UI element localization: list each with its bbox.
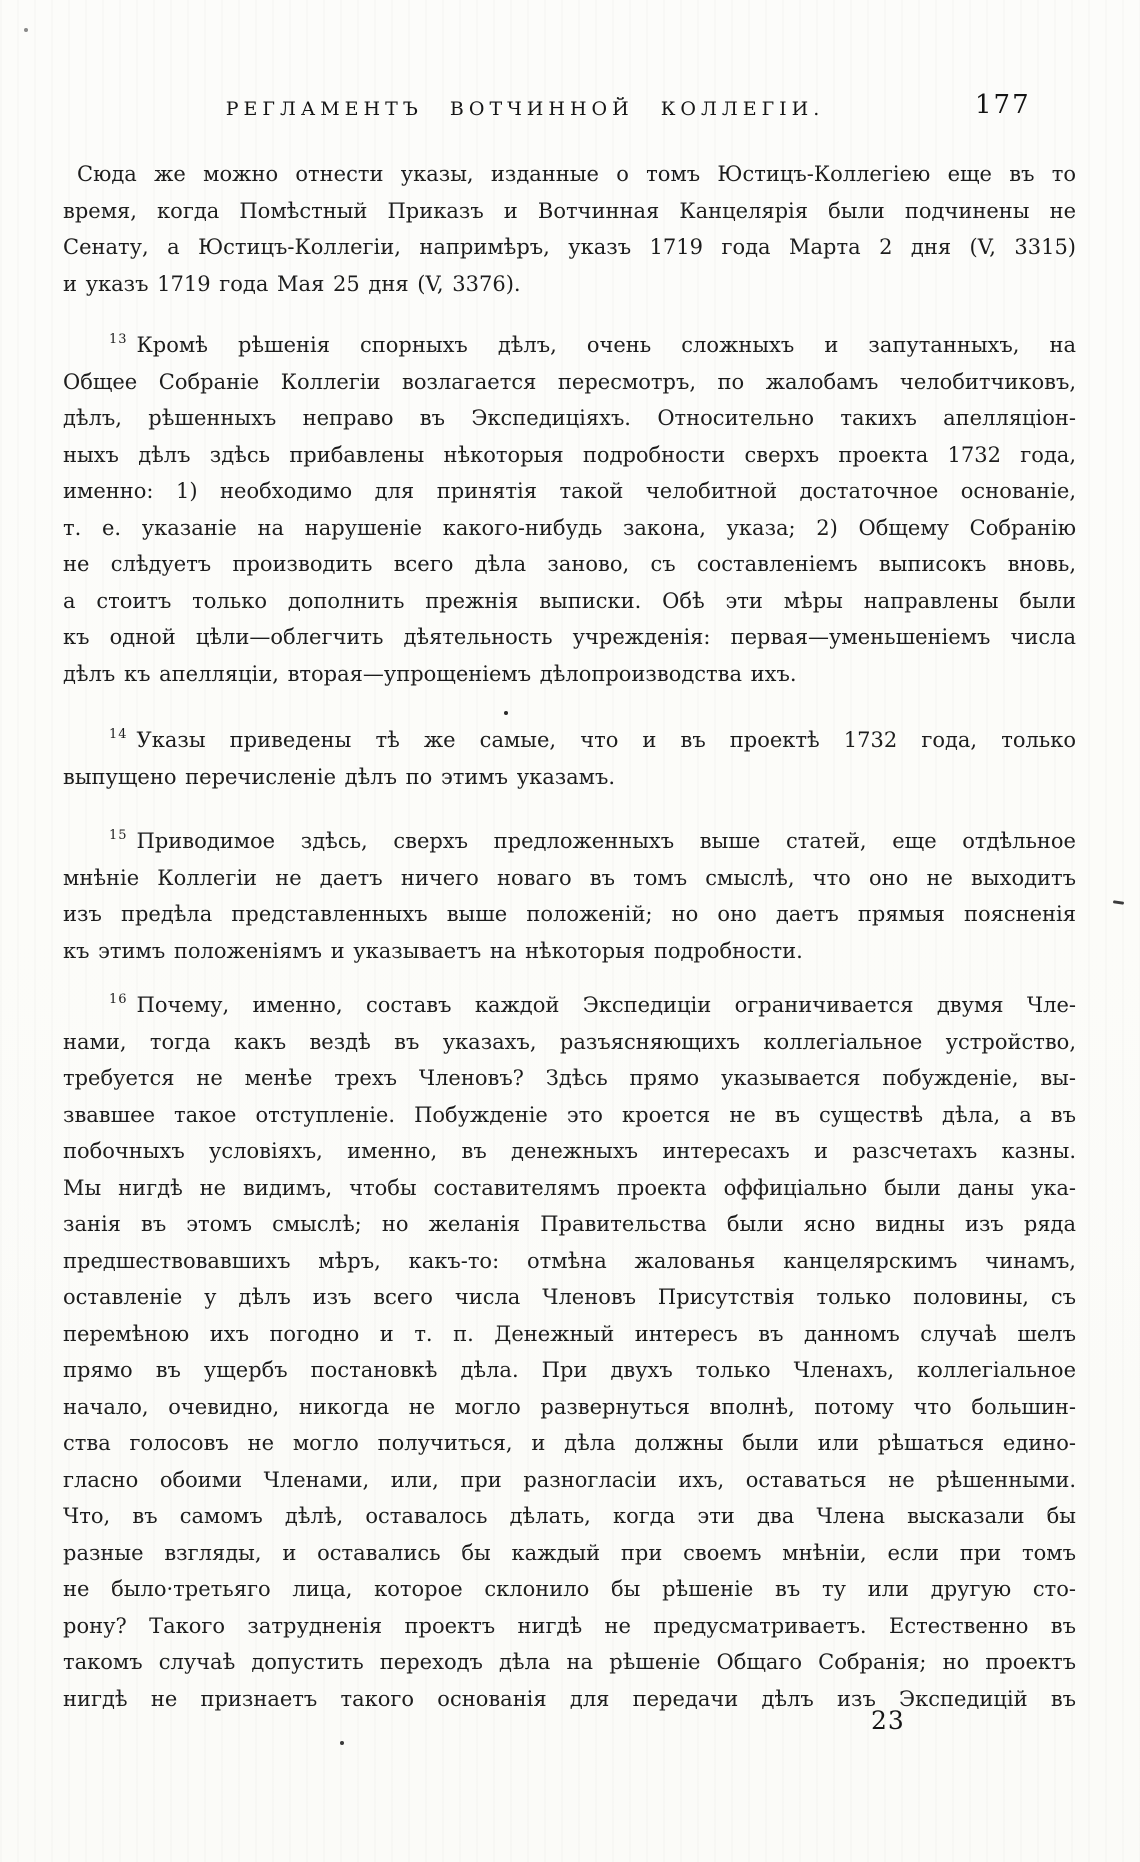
text-line: такомъ случаѣ допустить переходъ дѣла на рѣшеніе Общаго Собранія; но проектъ — [63, 1650, 1076, 1674]
paragraph-intro — [63, 156, 1076, 302]
text-line: къ одной цѣли—облегчить дѣятельность учрежденія: первая—уменьшеніемъ числа — [63, 625, 1076, 649]
paragraph-note-15 — [63, 823, 1076, 969]
text-line: побочныхъ условіяхъ, именно, въ денежныхъ интересахъ и разсчетахъ казны. — [63, 1139, 1076, 1163]
body-text — [63, 156, 1076, 1717]
page-number: 177 — [975, 90, 1031, 120]
text-line: ства голосовъ не могло получиться, и дѣла должны были или рѣшаться едино- — [63, 1431, 1076, 1455]
ink-speck-top-left — [24, 28, 28, 32]
text-line: нами, тогда какъ вездѣ въ указахъ, разъясняющихъ коллегіальное устройство, — [63, 1029, 1076, 1054]
text-line: Общее Собраніе Коллегіи возлагается пересмотръ, по жалобамъ челобитчиковъ, — [63, 369, 1076, 394]
text-line: ныхъ дѣлъ здѣсь прибавлены нѣкоторыя подробности сверхъ проекта 1732 года, — [63, 442, 1076, 467]
text-line: Что, въ самомъ дѣлѣ, оставалось дѣлать, когда эти два Члена высказали бы — [63, 1504, 1076, 1528]
text-line: $^{16}$ Почему, именно, составъ каждой Экспедиціи ограничивается двумя Чле- — [109, 992, 1076, 1017]
margin-ink-mark — [1113, 900, 1124, 905]
footnote-number: 13 — [109, 332, 128, 347]
text-line: предшествовавшихъ мѣръ, какъ-то: отмѣна жалованья канцелярскимъ чинамъ, — [63, 1248, 1076, 1273]
text-line: и указъ 1719 года Мая 25 дня (V, 3376). — [63, 271, 521, 296]
text-line: не слѣдуетъ производить всего дѣла заново, съ составленіемъ выписокъ вновь, — [63, 552, 1076, 576]
text-line: требуется не менѣе трехъ Членовъ? Здѣсь прямо указывается побужденіе, вы- — [63, 1066, 1076, 1090]
text-line: рону? Такого затрудненія проектъ нигдѣ не предусматриваетъ. Естественно въ — [63, 1613, 1076, 1638]
text-line: звавшее такое отступленіе. Побужденіе это кроется не въ существѣ дѣла, а въ — [63, 1102, 1076, 1127]
text-line: $^{15}$ Приводимое здѣсь, сверхъ предложенныхъ выше статей, еще отдѣльное — [109, 828, 1076, 853]
ink-speck-bottom — [340, 1741, 344, 1745]
text-line: Сенату, а Юстицъ-Коллегіи, напримѣръ, указъ 1719 года Марта 2 дня (V, 3315) — [63, 235, 1076, 259]
text-line: занія въ этомъ смыслѣ; но желанія Правительства были ясно видны изъ ряда — [63, 1212, 1076, 1236]
text-line: т. е. указаніе на нарушеніе какого-нибудь закона, указа; 2) Общему Собранію — [63, 515, 1076, 540]
text-line: разные взгляды, и оставались бы каждый при своемъ мнѣніи, если при томъ — [63, 1540, 1076, 1565]
text-line: оставленіе у дѣлъ изъ всего числа Членовъ Присутствія только половины, съ — [63, 1285, 1076, 1309]
text-line: Мы нигдѣ не видимъ, чтобы составителямъ проекта оффиціально были даны ука- — [63, 1175, 1076, 1200]
text-line: именно: 1) необходимо для принятія такой челобитной достаточное основаніе, — [63, 479, 1076, 503]
text-line: прямо въ ущербъ постановкѣ дѣла. При двухъ только Членахъ, коллегіальное — [63, 1358, 1076, 1382]
text-line: а стоитъ только дополнить прежнія выписки. Обѣ эти мѣры направлены были — [63, 588, 1076, 613]
text-line: не было·третьяго лица, которое склонило бы рѣшеніе въ ту или другую сто- — [63, 1577, 1076, 1601]
text-line: перемѣною ихъ погодно и т. п. Денежный интересъ въ данномъ случаѣ шелъ — [63, 1321, 1076, 1346]
text-line: изъ предѣла представленныхъ выше положеній; но оно даетъ прямыя поясненія — [63, 902, 1076, 926]
footnote-number: 15 — [109, 828, 128, 843]
text-line: нигдѣ не признаетъ такого основанія для передачи дѣлъ изъ Экспедицій въ — [63, 1686, 1076, 1711]
text-line: $^{14}$ Указы приведены тѣ же самые, что и въ проектѣ 1732 года, только — [109, 727, 1076, 752]
text-line: $^{13}$ Кромѣ рѣшенія спорныхъ дѣлъ, очень сложныхъ и запутанныхъ, на — [109, 332, 1076, 357]
text-line: мнѣніе Коллегіи не даетъ ничего новаго въ томъ смыслѣ, что оно не выходитъ — [63, 865, 1076, 890]
paragraph-note-16 — [63, 987, 1076, 1717]
text-line: гласно обоими Членами, или, при разногласіи ихъ, оставаться не рѣшенными. — [63, 1467, 1076, 1492]
text-line: Сюда же можно отнести указы, изданные о томъ Юстицъ-Коллегіею еще въ то — [77, 162, 1076, 186]
text-line: время, когда Помѣстный Приказъ и Вотчинная Канцелярія были подчинены не — [63, 198, 1076, 223]
text-line: дѣлъ къ апелляціи, вторая—упрощеніемъ дѣлопроизводства ихъ. — [63, 661, 797, 686]
running-header-title: РЕГЛАМЕНТЪ ВОТЧИННОЙ КОЛЛЕГІИ. — [225, 98, 825, 120]
paragraph-note-13 — [63, 327, 1076, 692]
text-line: выпущено перечисленіе дѣлъ по этимъ указамъ. — [63, 764, 616, 789]
footnote-number: 14 — [109, 727, 128, 742]
paragraph-note-14 — [63, 722, 1076, 795]
text-line: начало, очевидно, никогда не могло развернуться вполнѣ, потому что большин- — [63, 1394, 1076, 1419]
signature-number: 23 — [871, 1706, 905, 1735]
text-line: къ этимъ положеніямъ и указываетъ на нѣкоторыя подробности. — [63, 938, 803, 963]
separator-dot — [504, 711, 508, 715]
text-line: дѣлъ, рѣшенныхъ неправо въ Экспедиціяхъ. Относительно такихъ апелляціон- — [63, 406, 1076, 430]
footnote-number: 16 — [109, 992, 128, 1007]
